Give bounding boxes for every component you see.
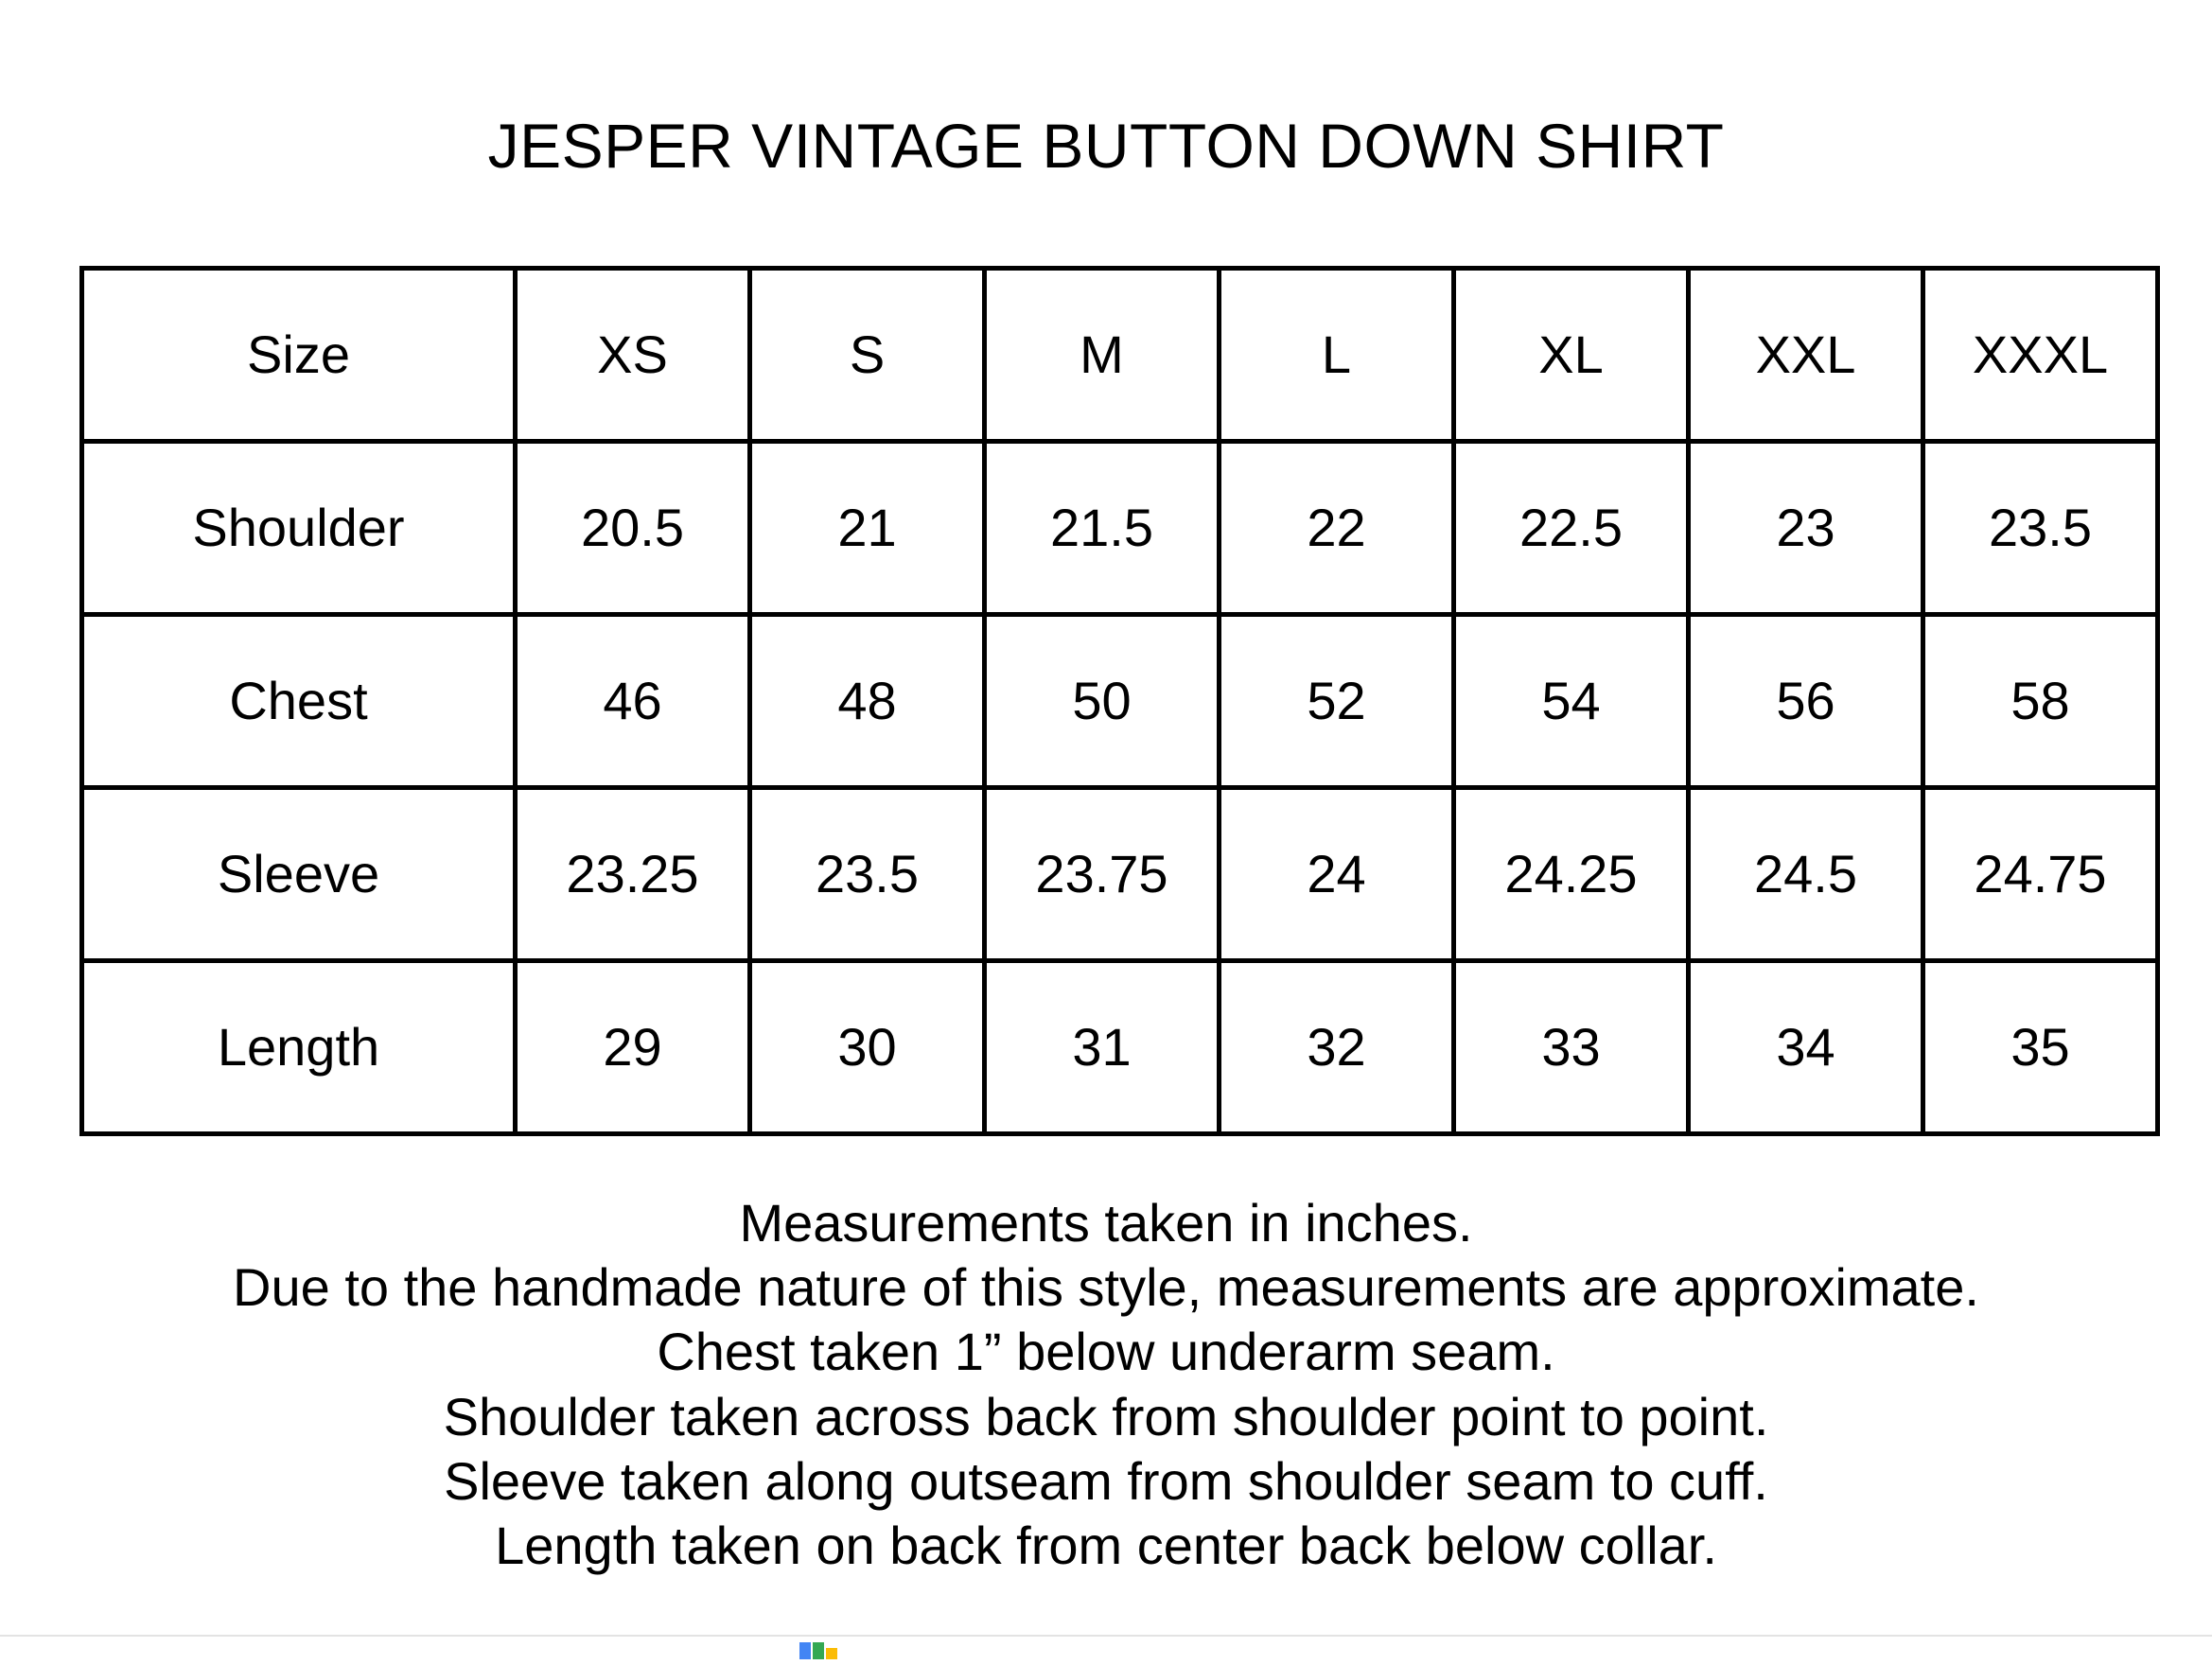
cell-chest-s: 48 <box>750 614 985 787</box>
table-header-row <box>82 268 2158 441</box>
table-row <box>82 614 2158 787</box>
size-chart-table-container <box>70 181 2142 1136</box>
cell-chest-xxxl: 58 <box>1923 614 2158 787</box>
measurement-notes <box>27 1136 2185 1579</box>
cell-length-xxxl: 35 <box>1923 960 2158 1133</box>
cell-length-s: 30 <box>750 960 985 1133</box>
note-line: Measurements taken in inches. <box>739 1192 1473 1253</box>
cell-shoulder-s: 21 <box>750 441 985 614</box>
cell-chest-xs: 46 <box>516 614 750 787</box>
column-header-s: S <box>750 268 985 441</box>
cell-sleeve-xxl: 24.5 <box>1689 787 1923 960</box>
cell-shoulder-l: 22 <box>1220 441 1454 614</box>
cell-length-l: 32 <box>1220 960 1454 1133</box>
cell-length-xs: 29 <box>516 960 750 1133</box>
row-label-chest: Chest <box>82 614 516 787</box>
column-header-m: M <box>985 268 1220 441</box>
cell-length-xl: 33 <box>1454 960 1689 1133</box>
cell-shoulder-m: 21.5 <box>985 441 1220 614</box>
cell-chest-m: 50 <box>985 614 1220 787</box>
column-header-xxl: XXL <box>1689 268 1923 441</box>
column-header-size: Size <box>82 268 516 441</box>
size-chart-table <box>79 266 2160 1136</box>
table-row <box>82 787 2158 960</box>
cell-sleeve-xxxl: 24.75 <box>1923 787 2158 960</box>
note-line: Due to the handmade nature of this style, measurements are approximate. <box>233 1256 1979 1317</box>
cell-length-m: 31 <box>985 960 1220 1133</box>
cell-length-xxl: 34 <box>1689 960 1923 1133</box>
note-line: Chest taken 1” below underarm seam. <box>657 1322 1555 1382</box>
cell-chest-l: 52 <box>1220 614 1454 787</box>
table-row <box>82 441 2158 614</box>
note-line: Length taken on back from center back below collar. <box>495 1516 1717 1576</box>
cell-sleeve-m: 23.75 <box>985 787 1220 960</box>
cell-chest-xl: 54 <box>1454 614 1689 787</box>
column-header-xs: XS <box>516 268 750 441</box>
brand-logo-icon <box>799 1642 843 1663</box>
page-title: JESPER VINTAGE BUTTON DOWN SHIRT <box>487 111 1725 181</box>
cell-shoulder-xxxl: 23.5 <box>1923 441 2158 614</box>
note-line: Shoulder taken across back from shoulder point to point. <box>443 1386 1769 1446</box>
cell-shoulder-xs: 20.5 <box>516 441 750 614</box>
row-label-sleeve: Sleeve <box>82 787 516 960</box>
row-label-length: Length <box>82 960 516 1133</box>
cell-chest-xxl: 56 <box>1689 614 1923 787</box>
cell-sleeve-s: 23.5 <box>750 787 985 960</box>
cell-sleeve-xs: 23.25 <box>516 787 750 960</box>
column-header-xl: XL <box>1454 268 1689 441</box>
cell-sleeve-l: 24 <box>1220 787 1454 960</box>
column-header-l: L <box>1220 268 1454 441</box>
bottom-strip <box>0 1635 2212 1665</box>
cell-shoulder-xxl: 23 <box>1689 441 1923 614</box>
table-row <box>82 960 2158 1133</box>
row-label-shoulder: Shoulder <box>82 441 516 614</box>
note-line: Sleeve taken along outseam from shoulder seam to cuff. <box>444 1450 1768 1511</box>
column-header-xxxl: XXXL <box>1923 268 2158 441</box>
cell-sleeve-xl: 24.25 <box>1454 787 1689 960</box>
cell-shoulder-xl: 22.5 <box>1454 441 1689 614</box>
